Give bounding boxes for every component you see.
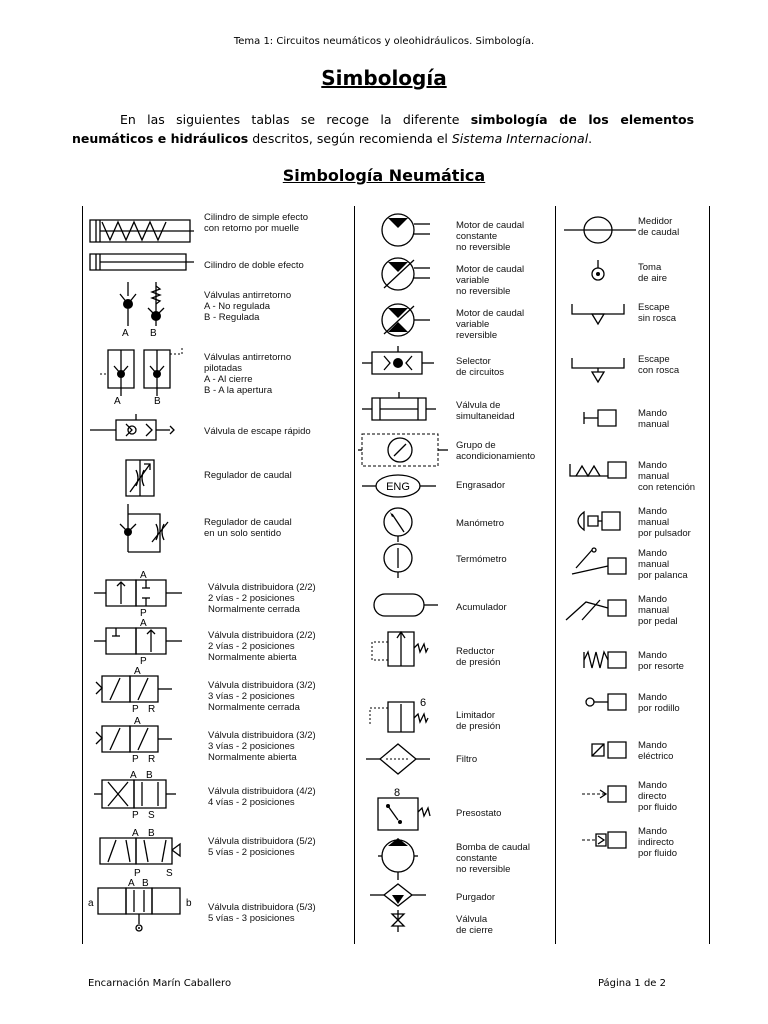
limitador-number: 6 <box>420 697 427 709</box>
symbol-letter: B <box>142 878 149 889</box>
symbol-icon <box>358 626 458 674</box>
symbol-letter: b <box>186 898 192 909</box>
symbol-label: Mando directo por fluido <box>638 780 678 813</box>
intro-bold: simbología de los elementos neumáticos e hidráulicos <box>72 112 695 146</box>
symbol-icon <box>358 300 458 346</box>
symbol-letter: S <box>148 810 155 821</box>
symbol-icon <box>562 592 642 626</box>
symbol-icon <box>562 648 642 678</box>
symbol-icon <box>358 696 458 740</box>
symbol-letter: A <box>114 396 121 407</box>
symbol-label: Presostato <box>456 808 502 819</box>
table-divider-2 <box>555 206 556 944</box>
symbol-label: Válvula distribuidora (5/2) 5 vías - 2 posiciones <box>208 836 316 858</box>
intro-text-1: En las siguientes tablas se recoge la diferente <box>120 112 471 127</box>
symbol-icon <box>86 666 196 716</box>
table-divider-1 <box>354 206 355 944</box>
symbol-icon <box>358 392 458 430</box>
symbol-label: Limitador de presión <box>456 710 501 732</box>
symbol-letter: A <box>122 328 129 339</box>
symbol-letter: P <box>134 868 141 879</box>
symbol-icon <box>562 406 642 434</box>
intro-italic: Sistema Internacional <box>451 131 589 146</box>
symbol-label: Selector de circuitos <box>456 356 505 378</box>
symbol-label: Motor de caudal variable no reversible <box>456 264 525 297</box>
symbol-icon <box>562 456 642 488</box>
symbol-icon <box>562 780 642 812</box>
symbol-letter: P <box>140 656 147 667</box>
symbol-letter: A <box>134 716 141 727</box>
symbol-label: Mando indirecto por fluido <box>638 826 678 859</box>
footer-page: Página 1 de 2 <box>597 978 666 989</box>
symbol-label: Escape sin rosca <box>638 302 677 324</box>
symbol-label: Regulador de caudal en un solo sentido <box>204 517 292 539</box>
symbol-icon <box>86 250 196 280</box>
presostato-number: 8 <box>394 787 401 799</box>
table-border-left <box>82 206 83 944</box>
symbol-icon <box>358 472 458 504</box>
symbol-icon <box>562 690 642 718</box>
eng-text: ENG <box>386 481 410 493</box>
symbol-icon <box>358 592 458 622</box>
symbol-label: Regulador de caudal <box>204 470 292 481</box>
symbol-label: Mando por resorte <box>638 650 684 672</box>
symbol-label: Engrasador <box>456 480 506 491</box>
symbol-icon <box>562 214 642 250</box>
symbol-icon <box>358 346 458 384</box>
symbol-icon <box>562 826 642 860</box>
symbol-letter: A <box>140 570 147 581</box>
symbol-label: Mando manual por pulsador <box>638 506 691 539</box>
symbol-label: Filtro <box>456 754 478 765</box>
symbol-label: Válvula distribuidora (2/2) 2 vías - 2 posiciones Normalmente cerrada <box>208 582 316 615</box>
symbol-icon <box>562 260 642 288</box>
symbol-label: Medidor de caudal <box>638 216 680 238</box>
symbol-letter: A <box>132 828 139 839</box>
symbol-icon <box>86 282 196 342</box>
symbol-label: Válvula de simultaneidad <box>456 400 515 422</box>
symbol-label: Escape con rosca <box>638 354 680 376</box>
symbol-icon <box>358 787 458 838</box>
symbol-label: Reductor de presión <box>456 646 501 668</box>
symbol-icon <box>358 542 458 582</box>
symbol-label: Cilindro de doble efecto <box>204 260 304 271</box>
symbol-letter: P <box>132 754 139 765</box>
symbol-letter: P <box>132 704 139 715</box>
symbol-letter: A <box>134 666 141 677</box>
symbol-letter: P <box>140 608 147 619</box>
symbol-letter: B <box>146 770 153 781</box>
footer-author: Encarnación Marín Caballero <box>88 978 232 989</box>
symbol-label: Cilindro de simple efecto con retorno por muelle <box>204 212 309 234</box>
symbol-icon <box>358 910 458 936</box>
symbol-letter: A <box>128 878 135 889</box>
symbol-label: Purgador <box>456 892 496 903</box>
symbol-letter: B <box>148 828 155 839</box>
symbol-letter: P <box>132 810 139 821</box>
symbol-icon <box>358 506 458 546</box>
symbol-label: Válvula de escape rápido <box>204 426 311 437</box>
symbol-label: Mando por rodillo <box>638 692 680 714</box>
section-subtitle: Simbología Neumática <box>282 166 486 185</box>
symbol-label: Grupo de acondicionamiento <box>456 440 536 462</box>
symbol-icon <box>86 878 196 936</box>
symbol-icon <box>86 216 196 254</box>
symbol-icon <box>86 620 196 668</box>
symbol-label: Válvula distribuidora (3/2) 3 vías - 2 posiciones Normalmente cerrada <box>208 680 316 713</box>
table-border-right <box>709 206 710 944</box>
symbol-icon <box>86 768 196 822</box>
symbol-label: Bomba de caudal constante no reversible <box>456 842 530 875</box>
page-title: Simbología <box>321 66 447 90</box>
symbol-label: Motor de caudal variable reversible <box>456 308 525 341</box>
intro-text-2: descritos, según recomienda el <box>248 131 452 146</box>
symbol-icon <box>562 506 642 540</box>
symbol-letter: A <box>140 618 147 629</box>
symbol-icon <box>86 572 196 620</box>
symbol-label: Mando manual por pedal <box>638 594 678 627</box>
symbol-letter: a <box>88 898 94 909</box>
symbol-icon <box>562 300 642 334</box>
symbol-letter: R <box>148 754 156 765</box>
symbol-icon <box>358 432 458 472</box>
symbol-letter: A <box>130 770 137 781</box>
symbol-icon <box>562 738 642 766</box>
symbol-letter: S <box>166 868 173 879</box>
symbol-label: Toma de aire <box>638 262 668 284</box>
page-header: Tema 1: Circuitos neumáticos y oleohidráulicos. Simbología. <box>233 36 535 47</box>
symbol-label: Mando manual <box>638 408 670 430</box>
intro-paragraph <box>72 110 694 148</box>
symbol-label: Válvula distribuidora (4/2) 4 vías - 2 posiciones <box>208 786 316 808</box>
symbol-icon <box>358 254 458 300</box>
symbol-icon <box>86 504 196 558</box>
symbol-letter: B <box>154 396 161 407</box>
symbol-label: Válvulas antirretorno A - No regulada B - Regulada <box>204 290 292 323</box>
symbol-label: Mando eléctrico <box>638 740 674 762</box>
symbol-icon <box>358 742 458 780</box>
symbol-icon <box>86 826 196 880</box>
symbol-icon <box>86 716 196 766</box>
symbol-icon <box>358 210 458 256</box>
symbol-label: Válvula distribuidora (3/2) 3 vías - 2 posiciones Normalmente abierta <box>208 730 316 763</box>
symbol-icon <box>358 836 458 884</box>
symbol-label: Mando manual con retención <box>638 460 696 493</box>
symbol-label: Manómetro <box>456 518 505 529</box>
symbol-icon <box>86 346 196 410</box>
symbol-label: Motor de caudal constante no reversible <box>456 220 525 253</box>
symbol-icon <box>562 548 642 582</box>
symbol-letter: B <box>150 328 157 339</box>
symbol-icon <box>86 414 196 448</box>
symbol-label: Termómetro <box>456 554 507 565</box>
symbol-table <box>82 206 710 944</box>
intro-text-3: . <box>588 131 593 146</box>
symbol-label: Válvula de cierre <box>456 914 493 936</box>
symbol-label: Válvula distribuidora (2/2) 2 vías - 2 posiciones Normalmente abierta <box>208 630 316 663</box>
symbol-label: Acumulador <box>456 602 507 613</box>
symbol-icon <box>86 456 196 504</box>
symbol-label: Válvula distribuidora (5/3) 5 vías - 3 posiciones <box>208 902 316 924</box>
symbol-icon <box>358 882 458 912</box>
symbol-label: Válvulas antirretorno pilotadas A - Al cierre B - A la apertura <box>204 352 292 396</box>
symbol-letter: R <box>148 704 156 715</box>
symbol-label: Mando manual por palanca <box>638 548 688 581</box>
symbol-icon <box>562 354 642 388</box>
